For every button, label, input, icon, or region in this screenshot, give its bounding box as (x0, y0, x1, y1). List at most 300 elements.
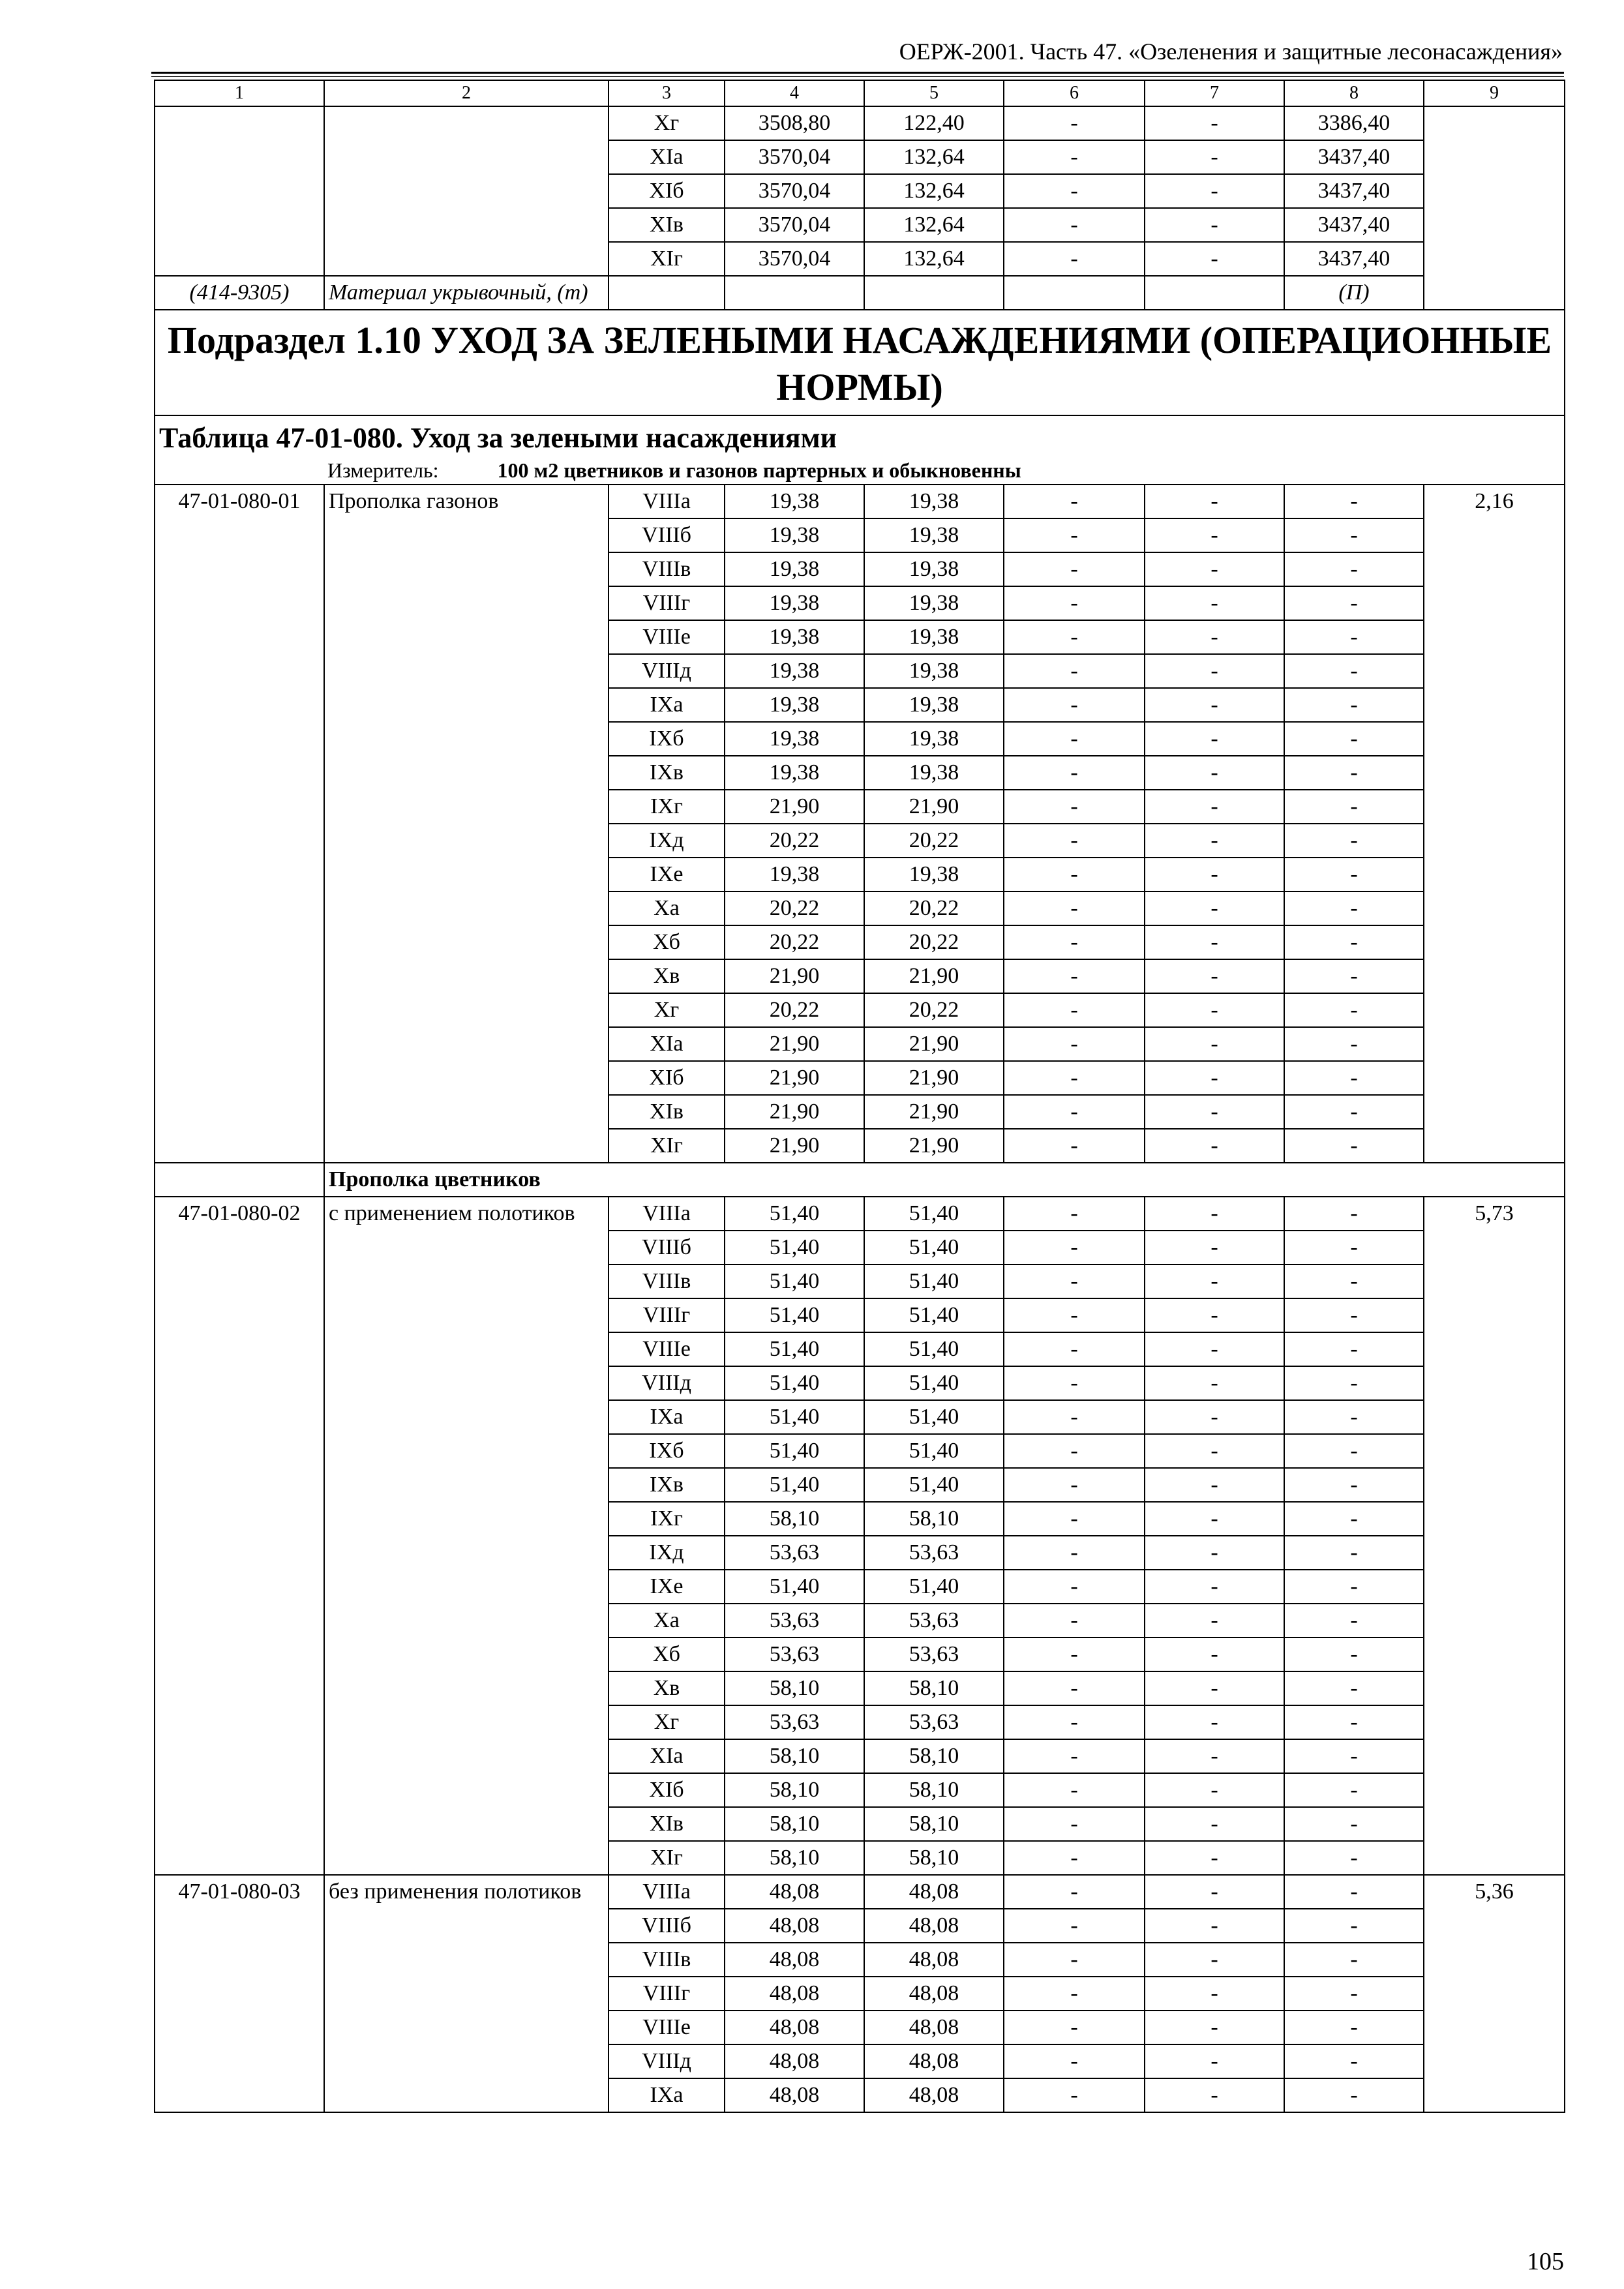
value-cell: 19,38 (725, 722, 864, 756)
material-note: (П) (1284, 276, 1424, 310)
norm-code: 47-01-080-01 (155, 485, 324, 1163)
value-cell: - (1004, 790, 1145, 824)
value-cell: 21,90 (864, 1061, 1004, 1095)
value-cell: - (1284, 1298, 1424, 1332)
value-cell: 20,22 (725, 925, 864, 959)
table-title: Таблица 47-01-080. Уход за зелеными насаждениями (155, 415, 1565, 456)
value-cell: - (1004, 106, 1145, 140)
value-cell: - (1145, 1332, 1284, 1366)
table-row (155, 106, 1565, 140)
value-cell: 132,64 (864, 140, 1004, 174)
value-cell: - (1284, 959, 1424, 993)
value-cell: - (1145, 485, 1284, 518)
value-cell: 58,10 (864, 1739, 1004, 1773)
column-number: 1 (155, 80, 324, 106)
value-cell: 53,63 (864, 1604, 1004, 1638)
value-cell: 51,40 (864, 1332, 1004, 1366)
value-cell: - (1284, 1197, 1424, 1231)
value-cell: IXг (609, 790, 725, 824)
value-cell: 58,10 (864, 1502, 1004, 1536)
value-cell: 48,08 (864, 1909, 1004, 1943)
value-cell: - (1284, 1671, 1424, 1705)
value-cell: - (1145, 1400, 1284, 1434)
value-cell: 51,40 (725, 1298, 864, 1332)
value-cell: 20,22 (864, 824, 1004, 858)
value-cell: VIIIг (609, 586, 725, 620)
value-cell: - (1145, 140, 1284, 174)
value-cell: - (1284, 2078, 1424, 2112)
value-cell: 3508,80 (725, 106, 864, 140)
value-cell: 21,90 (864, 959, 1004, 993)
value-cell: - (1145, 1129, 1284, 1163)
value-cell: VIIIа (609, 1197, 725, 1231)
value-cell: VIIIд (609, 2044, 725, 2078)
table-row (155, 1197, 1565, 1231)
value-cell: XIв (609, 208, 725, 242)
value-cell: - (1145, 1570, 1284, 1604)
column-number: 8 (1284, 80, 1424, 106)
value-cell: 3570,04 (725, 208, 864, 242)
value-cell: - (1004, 1570, 1145, 1604)
value-cell: - (1284, 1129, 1424, 1163)
meter-value: 100 м2 цветников и газонов партерных и обыкновенны (497, 458, 1021, 482)
value-cell: 48,08 (725, 1943, 864, 1977)
value-cell: - (1004, 688, 1145, 722)
value-cell: VIIIе (609, 1332, 725, 1366)
value-cell: - (1145, 1807, 1284, 1841)
value-cell: 51,40 (725, 1332, 864, 1366)
value-cell: XIв (609, 1095, 725, 1129)
value-cell: 51,40 (864, 1197, 1004, 1231)
value-cell: IXб (609, 1434, 725, 1468)
value-cell: - (1145, 688, 1284, 722)
value-cell: - (1284, 1231, 1424, 1264)
value-cell: 48,08 (864, 2011, 1004, 2044)
value-cell: IXа (609, 1400, 725, 1434)
value-cell: 3437,40 (1284, 140, 1424, 174)
value-cell: 51,40 (864, 1366, 1004, 1400)
value-cell: - (1004, 654, 1145, 688)
value-cell: - (1004, 824, 1145, 858)
value-cell: 48,08 (725, 2078, 864, 2112)
value-cell: 51,40 (864, 1264, 1004, 1298)
column-number: 4 (725, 80, 864, 106)
value-cell: - (1284, 1400, 1424, 1434)
value-cell: - (1004, 586, 1145, 620)
value-cell: - (1145, 824, 1284, 858)
value-cell: - (1004, 1943, 1145, 1977)
value-cell: - (1145, 1875, 1284, 1909)
value-cell: - (1284, 858, 1424, 891)
value-cell: 20,22 (864, 925, 1004, 959)
value-cell: - (1004, 1400, 1145, 1434)
norm-name: без применения полотиков (324, 1875, 609, 2112)
value-cell: - (1284, 1977, 1424, 2011)
value-cell: - (1004, 140, 1145, 174)
value-cell: - (1145, 1502, 1284, 1536)
column-number-row (155, 80, 1565, 106)
value-cell: XIг (609, 1841, 725, 1875)
value-cell: - (1004, 1027, 1145, 1061)
value-cell: VIIIд (609, 654, 725, 688)
value-cell: 53,63 (725, 1638, 864, 1671)
empty-cell (1004, 276, 1145, 310)
value-cell: - (1145, 586, 1284, 620)
value-cell: 3570,04 (725, 174, 864, 208)
value-cell: 58,10 (725, 1671, 864, 1705)
value-cell: - (1145, 1705, 1284, 1739)
meter-row (155, 456, 1565, 485)
group-title: Прополка цветников (324, 1163, 1565, 1197)
empty-col9-cell (1424, 106, 1565, 310)
value-cell: 48,08 (725, 2011, 864, 2044)
value-cell: 48,08 (864, 2078, 1004, 2112)
value-cell: - (1004, 1095, 1145, 1129)
value-cell: - (1004, 858, 1145, 891)
material-name: Материал укрывочный, (т) (324, 276, 609, 310)
value-cell: 48,08 (864, 1943, 1004, 1977)
value-cell: 3437,40 (1284, 174, 1424, 208)
value-cell: 51,40 (725, 1366, 864, 1400)
column-number: 9 (1424, 80, 1565, 106)
value-cell: 19,38 (725, 552, 864, 586)
value-cell: Xв (609, 1671, 725, 1705)
value-cell: - (1004, 1366, 1145, 1400)
header-rule-thin (151, 76, 1564, 77)
value-cell: - (1145, 1298, 1284, 1332)
value-cell: - (1145, 2078, 1284, 2112)
value-cell: VIIIб (609, 1909, 725, 1943)
value-cell: - (1004, 1502, 1145, 1536)
value-cell: 51,40 (725, 1468, 864, 1502)
value-cell: 20,22 (864, 993, 1004, 1027)
value-cell: - (1284, 1366, 1424, 1400)
value-cell: 19,38 (864, 858, 1004, 891)
value-cell: - (1145, 1943, 1284, 1977)
value-cell: - (1284, 1536, 1424, 1570)
value-cell: 3437,40 (1284, 208, 1424, 242)
value-cell: - (1284, 1909, 1424, 1943)
value-cell: - (1004, 756, 1145, 790)
value-cell: - (1284, 1468, 1424, 1502)
value-cell: - (1284, 586, 1424, 620)
value-cell: - (1004, 242, 1145, 276)
value-cell: 51,40 (725, 1570, 864, 1604)
value-cell: 19,38 (725, 485, 864, 518)
value-cell: - (1284, 518, 1424, 552)
value-cell: - (1004, 174, 1145, 208)
value-cell: 132,64 (864, 208, 1004, 242)
value-cell: IXв (609, 756, 725, 790)
value-cell: 48,08 (725, 2044, 864, 2078)
column-number: 3 (609, 80, 725, 106)
value-cell: - (1145, 1434, 1284, 1468)
value-cell: 51,40 (864, 1434, 1004, 1468)
value-cell: - (1284, 654, 1424, 688)
subsection-row (155, 310, 1565, 415)
value-cell: - (1004, 552, 1145, 586)
value-cell: 19,38 (725, 518, 864, 552)
value-cell: - (1284, 688, 1424, 722)
value-cell: IXе (609, 858, 725, 891)
value-cell: 21,90 (725, 1061, 864, 1095)
value-cell: Xг (609, 106, 725, 140)
column-number: 6 (1004, 80, 1145, 106)
value-cell: 19,38 (864, 485, 1004, 518)
value-cell: - (1284, 1332, 1424, 1366)
value-cell: - (1145, 1977, 1284, 2011)
value-cell: 19,38 (864, 688, 1004, 722)
value-cell: - (1004, 1298, 1145, 1332)
value-cell: - (1145, 518, 1284, 552)
value-cell: - (1145, 858, 1284, 891)
value-cell: IXд (609, 824, 725, 858)
value-cell: VIIIв (609, 1943, 725, 1977)
value-cell: 21,90 (725, 959, 864, 993)
value-cell: Xг (609, 1705, 725, 1739)
value-cell: - (1284, 2044, 1424, 2078)
value-cell: IXд (609, 1536, 725, 1570)
value-cell: - (1004, 925, 1145, 959)
value-cell: - (1284, 790, 1424, 824)
value-cell: XIа (609, 1739, 725, 1773)
value-cell: 51,40 (725, 1264, 864, 1298)
value-cell: 21,90 (725, 1129, 864, 1163)
value-cell: 19,38 (725, 688, 864, 722)
empty-cell (609, 276, 725, 310)
value-cell: 20,22 (725, 824, 864, 858)
meter-label: Измеритель: (327, 458, 439, 482)
value-cell: 19,38 (725, 756, 864, 790)
value-cell: - (1284, 925, 1424, 959)
value-cell: 21,90 (864, 1095, 1004, 1129)
value-cell: - (1004, 1264, 1145, 1298)
value-cell: - (1284, 1061, 1424, 1095)
value-cell: 132,64 (864, 174, 1004, 208)
value-cell: - (1004, 620, 1145, 654)
empty-cell (1145, 276, 1284, 310)
value-cell: 51,40 (864, 1298, 1004, 1332)
value-cell: 58,10 (725, 1773, 864, 1807)
value-cell: 58,10 (864, 1807, 1004, 1841)
value-cell: - (1004, 1129, 1145, 1163)
value-cell: VIIIе (609, 620, 725, 654)
value-cell: - (1145, 1468, 1284, 1502)
value-cell: VIIIв (609, 552, 725, 586)
value-cell: 20,22 (725, 993, 864, 1027)
value-cell: - (1145, 2011, 1284, 2044)
value-cell: - (1145, 1909, 1284, 1943)
value-cell: 3437,40 (1284, 242, 1424, 276)
value-cell: - (1004, 485, 1145, 518)
value-cell: 19,38 (864, 756, 1004, 790)
value-cell: 19,38 (864, 654, 1004, 688)
value-cell: 58,10 (725, 1807, 864, 1841)
value-cell: - (1004, 722, 1145, 756)
value-cell: - (1145, 174, 1284, 208)
norm-col9: 5,36 (1424, 1875, 1565, 2112)
material-code: (414-9305) (155, 276, 324, 310)
value-cell: 19,38 (864, 518, 1004, 552)
value-cell: 51,40 (725, 1400, 864, 1434)
value-cell: 48,08 (864, 1977, 1004, 2011)
value-cell: - (1004, 208, 1145, 242)
value-cell: 21,90 (725, 790, 864, 824)
value-cell: - (1145, 1536, 1284, 1570)
value-cell: - (1284, 756, 1424, 790)
value-cell: 19,38 (864, 586, 1004, 620)
value-cell: - (1284, 1739, 1424, 1773)
value-cell: - (1284, 1638, 1424, 1671)
value-cell: IXе (609, 1570, 725, 1604)
value-cell: IXб (609, 722, 725, 756)
value-cell: - (1145, 891, 1284, 925)
value-cell: - (1004, 1061, 1145, 1095)
value-cell: - (1004, 959, 1145, 993)
value-cell: VIIIе (609, 2011, 725, 2044)
value-cell: - (1284, 722, 1424, 756)
value-cell: 48,08 (864, 2044, 1004, 2078)
value-cell: - (1004, 1638, 1145, 1671)
value-cell: - (1004, 1536, 1145, 1570)
value-cell: 51,40 (725, 1231, 864, 1264)
value-cell: - (1004, 2011, 1145, 2044)
value-cell: 58,10 (725, 1841, 864, 1875)
value-cell: - (1004, 1231, 1145, 1264)
value-cell: 21,90 (725, 1027, 864, 1061)
value-cell: 48,08 (725, 1875, 864, 1909)
value-cell: - (1004, 1705, 1145, 1739)
value-cell: 58,10 (864, 1671, 1004, 1705)
empty-name-cell (324, 106, 609, 276)
value-cell: - (1284, 1705, 1424, 1739)
table-title-row (155, 415, 1565, 456)
value-cell: - (1284, 1027, 1424, 1061)
value-cell: - (1284, 620, 1424, 654)
value-cell: - (1284, 891, 1424, 925)
value-cell: - (1145, 1027, 1284, 1061)
value-cell: - (1145, 756, 1284, 790)
value-cell: Xа (609, 891, 725, 925)
value-cell: 51,40 (864, 1231, 1004, 1264)
norm-code: 47-01-080-03 (155, 1875, 324, 2112)
value-cell: - (1145, 208, 1284, 242)
value-cell: 19,38 (864, 552, 1004, 586)
table-row (155, 485, 1565, 518)
value-cell: 19,38 (864, 620, 1004, 654)
value-cell: - (1284, 1570, 1424, 1604)
value-cell: Xб (609, 1638, 725, 1671)
value-cell: 48,08 (864, 1875, 1004, 1909)
value-cell: 20,22 (864, 891, 1004, 925)
column-number: 2 (324, 80, 609, 106)
value-cell: 21,90 (725, 1095, 864, 1129)
value-cell: 58,10 (725, 1739, 864, 1773)
value-cell: Xв (609, 959, 725, 993)
value-cell: 53,63 (864, 1705, 1004, 1739)
empty-cell (155, 1163, 324, 1197)
value-cell: - (1004, 1807, 1145, 1841)
value-cell: 21,90 (864, 790, 1004, 824)
value-cell: - (1145, 1638, 1284, 1671)
value-cell: - (1004, 1841, 1145, 1875)
value-cell: XIа (609, 1027, 725, 1061)
value-cell: - (1145, 1773, 1284, 1807)
value-cell: VIIIг (609, 1977, 725, 2011)
value-cell: - (1145, 1095, 1284, 1129)
value-cell: 132,64 (864, 242, 1004, 276)
column-number: 5 (864, 80, 1004, 106)
value-cell: - (1145, 1366, 1284, 1400)
empty-cell (864, 276, 1004, 310)
empty-cell (725, 276, 864, 310)
value-cell: Xг (609, 993, 725, 1027)
value-cell: VIIIг (609, 1298, 725, 1332)
norm-name: с применением полотиков (324, 1197, 609, 1875)
value-cell: VIIIд (609, 1366, 725, 1400)
norm-code: 47-01-080-02 (155, 1197, 324, 1875)
value-cell: XIб (609, 174, 725, 208)
value-cell: - (1004, 993, 1145, 1027)
value-cell: - (1145, 1841, 1284, 1875)
page-number: 105 (1527, 2248, 1564, 2275)
value-cell: - (1004, 1332, 1145, 1366)
value-cell: - (1145, 2044, 1284, 2078)
value-cell: - (1284, 1502, 1424, 1536)
value-cell: - (1145, 790, 1284, 824)
group-title-row (155, 1163, 1565, 1197)
value-cell: - (1145, 959, 1284, 993)
value-cell: - (1145, 1264, 1284, 1298)
value-cell: 51,40 (864, 1570, 1004, 1604)
value-cell: - (1145, 1231, 1284, 1264)
value-cell: - (1284, 1807, 1424, 1841)
value-cell: 58,10 (864, 1841, 1004, 1875)
value-cell: IXа (609, 688, 725, 722)
value-cell: 53,63 (725, 1705, 864, 1739)
value-cell: 122,40 (864, 106, 1004, 140)
value-cell: - (1145, 1604, 1284, 1638)
value-cell: XIа (609, 140, 725, 174)
value-cell: - (1145, 1739, 1284, 1773)
value-cell: - (1004, 1977, 1145, 2011)
value-cell: 19,38 (864, 722, 1004, 756)
value-cell: - (1284, 824, 1424, 858)
value-cell: - (1004, 891, 1145, 925)
value-cell: - (1284, 485, 1424, 518)
value-cell: VIIIа (609, 485, 725, 518)
value-cell: 3570,04 (725, 140, 864, 174)
value-cell: - (1004, 1604, 1145, 1638)
page-header-title: ОЕРЖ-2001. Часть 47. «Озеленения и защитные лесонасаждения» (899, 38, 1563, 65)
value-cell: 21,90 (864, 1027, 1004, 1061)
value-cell: - (1284, 1943, 1424, 1977)
value-cell: VIIIб (609, 518, 725, 552)
value-cell: 19,38 (725, 858, 864, 891)
value-cell: Xб (609, 925, 725, 959)
value-cell: 19,38 (725, 654, 864, 688)
value-cell: XIб (609, 1061, 725, 1095)
norm-name: Прополка газонов (324, 485, 609, 1163)
value-cell: - (1284, 1264, 1424, 1298)
value-cell: XIв (609, 1807, 725, 1841)
value-cell: XIб (609, 1773, 725, 1807)
value-cell: 53,63 (725, 1604, 864, 1638)
value-cell: - (1145, 552, 1284, 586)
value-cell: 51,40 (864, 1468, 1004, 1502)
value-cell: - (1004, 1671, 1145, 1705)
table-row (155, 1875, 1565, 1909)
